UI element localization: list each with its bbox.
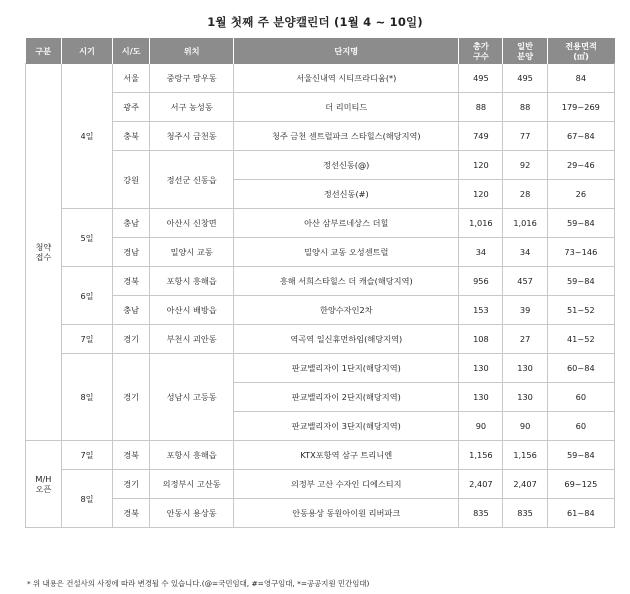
location-cell: 부천시 괴안동	[150, 325, 234, 354]
area-cell: 60	[547, 412, 614, 441]
complex-cell: 흥해 서희스타힐스 더 캐슬(해당지역)	[234, 267, 459, 296]
table-row	[26, 296, 615, 325]
total-units-cell: 130	[459, 354, 503, 383]
general-units-cell: 495	[503, 64, 547, 93]
total-units-cell: 1,016	[459, 209, 503, 238]
region-cell: 광주	[113, 93, 150, 122]
general-units-cell: 835	[503, 499, 547, 528]
area-cell: 59~84	[547, 209, 614, 238]
region-cell: 경기	[113, 354, 150, 441]
area-cell: 84	[547, 64, 614, 93]
area-cell: 67~84	[547, 122, 614, 151]
total-units-cell: 2,407	[459, 470, 503, 499]
region-cell: 경기	[113, 325, 150, 354]
total-units-cell: 120	[459, 151, 503, 180]
total-units-cell: 835	[459, 499, 503, 528]
header-period: 시기	[61, 38, 113, 64]
total-units-cell: 130	[459, 383, 503, 412]
area-cell: 51~52	[547, 296, 614, 325]
general-units-cell: 1,156	[503, 441, 547, 470]
area-cell: 41~52	[547, 325, 614, 354]
general-units-cell: 88	[503, 93, 547, 122]
general-units-cell: 2,407	[503, 470, 547, 499]
region-cell: 경기	[113, 470, 150, 499]
complex-cell: 밀양시 교동 오성센트럴	[234, 238, 459, 267]
complex-cell: KTX포항역 삼구 트리니엔	[234, 441, 459, 470]
header-total-units: 총가 구수	[459, 38, 503, 64]
complex-cell: 판교밸리자이 2단지(해당지역)	[234, 383, 459, 412]
location-cell: 포항시 흥해읍	[150, 267, 234, 296]
table-row	[26, 122, 615, 151]
total-units-cell: 120	[459, 180, 503, 209]
location-cell: 안동시 용상동	[150, 499, 234, 528]
general-units-cell: 77	[503, 122, 547, 151]
area-cell: 179~269	[547, 93, 614, 122]
table-row	[26, 325, 615, 354]
table-row	[26, 354, 615, 383]
header-complex: 단지명	[234, 38, 459, 64]
area-cell: 69~125	[547, 470, 614, 499]
area-cell: 59~84	[547, 441, 614, 470]
general-units-cell: 34	[503, 238, 547, 267]
general-units-cell: 130	[503, 383, 547, 412]
header-area: 전용면적 (㎡)	[547, 38, 614, 64]
period-cell: 7일	[61, 441, 113, 470]
general-units-cell: 130	[503, 354, 547, 383]
region-cell: 서울	[113, 64, 150, 93]
group-cell: 청약 접수	[26, 64, 62, 441]
area-cell: 59~84	[547, 267, 614, 296]
location-cell: 의정부시 고산동	[150, 470, 234, 499]
location-cell: 밀양시 교동	[150, 238, 234, 267]
total-units-cell: 1,156	[459, 441, 503, 470]
header-category: 구분	[26, 38, 62, 64]
area-cell: 73~146	[547, 238, 614, 267]
region-cell: 경남	[113, 238, 150, 267]
group-cell: M/H 오픈	[26, 441, 62, 528]
table-row	[26, 93, 615, 122]
general-units-cell: 90	[503, 412, 547, 441]
total-units-cell: 956	[459, 267, 503, 296]
table-row	[26, 64, 615, 93]
region-cell: 충남	[113, 296, 150, 325]
region-cell: 충남	[113, 209, 150, 238]
location-cell: 청주시 금천동	[150, 122, 234, 151]
table-row	[26, 499, 615, 528]
table-row	[26, 267, 615, 296]
total-units-cell: 749	[459, 122, 503, 151]
period-cell: 5일	[61, 209, 113, 267]
region-cell: 경북	[113, 441, 150, 470]
complex-cell: 한양수자인2차	[234, 296, 459, 325]
area-cell: 60~84	[547, 354, 614, 383]
location-cell: 아산시 신창면	[150, 209, 234, 238]
location-cell: 서구 농성동	[150, 93, 234, 122]
total-units-cell: 88	[459, 93, 503, 122]
footnote: * 위 내용은 건설사의 사정에 따라 변경될 수 있습니다.(@=국민임대, #=영구임대, *=공공지원 민간임대)	[27, 579, 370, 588]
complex-cell: 정선신동(@)	[234, 151, 459, 180]
general-units-cell: 27	[503, 325, 547, 354]
period-cell: 7일	[61, 325, 113, 354]
complex-cell: 아산 삼부르네상스 더힐	[234, 209, 459, 238]
location-cell: 성남시 고등동	[150, 354, 234, 441]
table-row	[26, 441, 615, 470]
complex-cell: 정선신동(#)	[234, 180, 459, 209]
table-row	[26, 209, 615, 238]
general-units-cell: 1,016	[503, 209, 547, 238]
general-units-cell: 28	[503, 180, 547, 209]
location-cell: 아산시 배방읍	[150, 296, 234, 325]
period-cell: 8일	[61, 354, 113, 441]
region-cell: 강원	[113, 151, 150, 209]
region-cell: 경북	[113, 499, 150, 528]
area-cell: 60	[547, 383, 614, 412]
complex-cell: 서울신내역 시티프라디움(*)	[234, 64, 459, 93]
general-units-cell: 39	[503, 296, 547, 325]
period-cell: 6일	[61, 267, 113, 325]
table-row	[26, 238, 615, 267]
total-units-cell: 495	[459, 64, 503, 93]
complex-cell: 판교밸리자이 1단지(해당지역)	[234, 354, 459, 383]
general-units-cell: 457	[503, 267, 547, 296]
header-region: 시/도	[113, 38, 150, 64]
header-general-units: 일반 분양	[503, 38, 547, 64]
header-row	[26, 38, 615, 64]
location-cell: 중랑구 망우동	[150, 64, 234, 93]
table-row	[26, 151, 615, 180]
total-units-cell: 90	[459, 412, 503, 441]
location-cell: 정선군 신동읍	[150, 151, 234, 209]
complex-cell: 역곡역 일신휴먼하임(해당지역)	[234, 325, 459, 354]
total-units-cell: 108	[459, 325, 503, 354]
total-units-cell: 34	[459, 238, 503, 267]
region-cell: 경북	[113, 267, 150, 296]
area-cell: 61~84	[547, 499, 614, 528]
schedule-table	[25, 38, 615, 528]
region-cell: 충북	[113, 122, 150, 151]
general-units-cell: 92	[503, 151, 547, 180]
complex-cell: 판교밸리자이 3단지(해당지역)	[234, 412, 459, 441]
page-title: 1월 첫째 주 분양캘린더 (1월 4 ~ 10일)	[207, 15, 423, 29]
complex-cell: 안동용상 동원아이원 리버파크	[234, 499, 459, 528]
complex-cell: 의정부 고산 수자인 디에스티지	[234, 470, 459, 499]
complex-cell: 더 리미티드	[234, 93, 459, 122]
location-cell: 포항시 흥해읍	[150, 441, 234, 470]
period-cell: 4일	[61, 64, 113, 209]
complex-cell: 청주 금천 센트럴파크 스타힐스(해당지역)	[234, 122, 459, 151]
total-units-cell: 153	[459, 296, 503, 325]
period-cell: 8일	[61, 470, 113, 528]
table-row	[26, 470, 615, 499]
header-location: 위치	[150, 38, 234, 64]
area-cell: 29~46	[547, 151, 614, 180]
area-cell: 26	[547, 180, 614, 209]
